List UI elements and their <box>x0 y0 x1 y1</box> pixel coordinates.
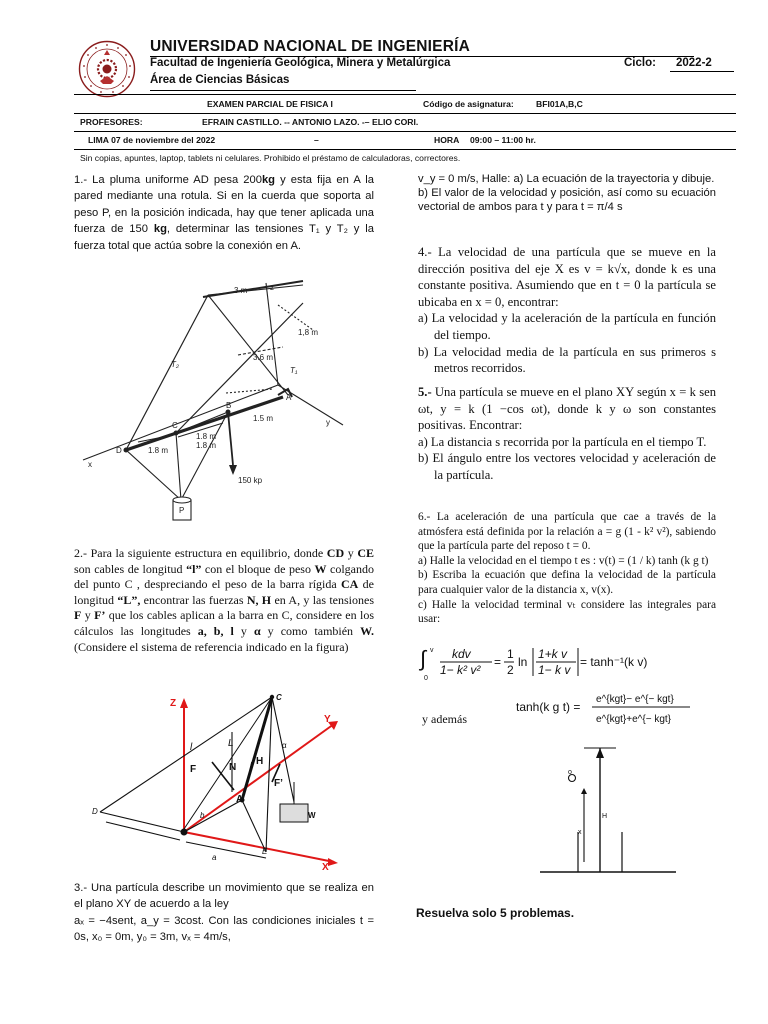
force-f: F <box>190 764 197 775</box>
integral-lower: 0 <box>424 675 428 682</box>
point-e: E <box>262 847 268 856</box>
row-rule <box>74 149 736 150</box>
problem-4-part-a: a) La velocidad y la aceleración de la partícula en función del tiempo. <box>418 311 716 342</box>
problem-6-part-c: c) Halle la velocidad terminal vₜ considere las integrales para usar: <box>418 598 716 626</box>
exam-rules: Sin copias, apuntes, laptop, tablets ni celulares. Prohibido el préstamo de calculadoras, correctores. <box>80 153 461 163</box>
fig-x: x <box>578 829 582 836</box>
fig-o: o <box>568 769 572 776</box>
integral-upper: v <box>430 647 434 654</box>
problem-6-intro: 6.- La aceleración de una partícula que cae a través de la atmósfera está definida por la relación a = g (1 - k² v²), sabiendo que la partícula parte del reposo t = 0. <box>418 511 716 553</box>
problem-5-parts <box>418 434 716 484</box>
label-t2: T₂ <box>171 360 179 369</box>
dim-1.8m-c2: 1.8 m <box>196 441 217 450</box>
axis-x-red: X <box>322 862 329 872</box>
row-rule <box>74 113 736 114</box>
exam-date: LIMA 07 de noviembre del 2022 <box>88 135 216 145</box>
axis-z-red: Z <box>170 698 177 709</box>
problem-2-text: 2.- Para la siguiente estructura en equilibrio, donde CD y CE son cables de longitud “l” con el bloque de peso W colgando del punto C , despreciando el peso de la barra rígida CA de longitud “L”, encontrar las fuerzas N, H en A, y las tensiones F y F’ que los cables aplican a la barra en C, considere en los cálculos las longitudes a, b, l y α y como también W. (Considere el sistema de referencia indicado en la figura) <box>74 546 375 654</box>
integral-sign: ∫ <box>420 646 427 671</box>
dim-3m: 3 m <box>234 286 248 295</box>
problem-3-part-b: b) El valor de la velocidad y posición, así como su ecuación vectorial de ambos para t y para t = π/4 s <box>418 187 716 213</box>
angle-alpha: α <box>282 741 287 750</box>
force-h: H <box>256 756 264 767</box>
half-num: 1 <box>507 647 514 661</box>
problem-6-figure <box>540 742 680 882</box>
fraction-1-den: 1− k² v² <box>440 663 481 677</box>
fraction-1-num: kdv <box>452 647 471 661</box>
axis-x: x <box>88 460 92 469</box>
force-150kp: 150 kp <box>238 476 263 485</box>
dim-1.5m: 1.5 m <box>253 414 274 423</box>
problem-5-part-b: b) El ángulo entre los vectores velocidad y aceleración de la partícula. <box>418 451 716 482</box>
faculty-name: Facultad de Ingeniería Geológica, Minera y Metalúrgica <box>150 57 451 69</box>
half-den: 2 <box>507 663 514 677</box>
fig-h: H <box>602 813 608 820</box>
length-L: L <box>228 738 234 749</box>
problem-1-text: 1.- La pluma uniforme AD pesa 200kg y esta fija en A la pared mediante una rotula. Si en la cuerda que soporta al peso P, en la posición indicada, hay que tener aplicada una fuerza de 150 kg, determinar las tensiones T₁ y T₂ y la fuerza total que actúa sobre la conexión en A. <box>74 174 374 252</box>
fraction-2-den: 1− k v <box>538 663 571 677</box>
course-code-label: Código de asignatura: <box>423 99 514 109</box>
label-t1: T₁ <box>290 366 298 375</box>
area-rule <box>150 90 416 91</box>
point-c: C <box>276 693 282 702</box>
problem-4-intro: 4.- La velocidad de una partícula que se mueve en la dirección positiva del eje X es v = k√x, donde k es una constante positiva. Asumiendo que en t = 0 la partícula se ubicaba en x = 0, encontrar: <box>418 245 716 309</box>
problem-3-continued <box>418 172 716 214</box>
length-l: l <box>190 742 193 753</box>
point-c: C <box>172 421 178 430</box>
problem-3-text <box>74 880 374 946</box>
axis-y: y <box>326 418 330 427</box>
date-dash: – <box>314 135 319 145</box>
force-n: N <box>229 762 237 773</box>
problem-3-part-a: v_y = 0 m/s, Halle: a) La ecuación de la trayectoria y dibuje. <box>418 173 715 185</box>
problem-2-figure <box>82 692 372 872</box>
ciclo-value: 2022-2 <box>676 57 712 69</box>
problem-3-intro: 3.- Una partícula describe un movimiento que se realiza en el plano XY de acuerdo a la ley <box>74 882 374 911</box>
professors-names: EFRAIN CASTILLO. -- ANTONIO LAZO. -– ELIO CORI. <box>202 117 419 127</box>
length-a: a <box>212 853 217 862</box>
dim-3.6m: 3.6 m <box>253 353 274 362</box>
fraction-3-den: e^{kgt}+e^{− kgt} <box>596 714 672 725</box>
force-fp: F’ <box>274 778 283 789</box>
ciclo-label: Ciclo: <box>624 57 656 69</box>
exam-title: EXAMEN PARCIAL DE FISICA I <box>207 99 333 109</box>
problem-5 <box>418 384 716 484</box>
university-name: UNIVERSIDAD NACIONAL DE INGENIERÍA <box>150 38 470 55</box>
point-d: D <box>116 446 122 455</box>
problem-6-part-a: a) Halle la velocidad en el tiempo t es : v(t) = (1 / k) tanh (k g t) <box>418 554 709 567</box>
dim-1.8m-c1: 1.8 m <box>196 432 217 441</box>
area-name: Área de Ciencias Básicas <box>150 74 290 86</box>
hora-label: HORA <box>434 135 460 145</box>
problem-1-figure <box>78 275 378 530</box>
course-code: BFI01A,B,C <box>536 99 583 109</box>
ln: ln <box>518 655 528 669</box>
problem-3-conditions: aₓ = −4sent, a_y = 3cost. Con las condiciones iniciales t = 0s, x₀ = 0m, y₀ = 3m, vₓ = 4m/s, <box>74 914 374 944</box>
point-a: A <box>286 393 292 402</box>
axis-z: z <box>270 283 274 292</box>
problem-5-intro: 5.- Una partícula se mueve en el plano XY según x = k sen ωt, y = k (1 −cos ωt), donde k y ω son constantes positivas. Encontrar: <box>418 385 716 433</box>
row-rule <box>74 131 736 132</box>
equals-1: = <box>494 655 502 669</box>
ademas-text: y además <box>422 712 467 726</box>
point-b: B <box>226 401 232 410</box>
dim-1.8m-top: 1,8 m <box>298 328 319 337</box>
problem-6-part-b: b) Escriba la ecuación que defina la velocidad de la partícula para cualquier valor de la distancia x, v(x). <box>418 569 716 596</box>
professors-label: PROFESORES: <box>80 117 143 127</box>
weight-p: P <box>179 506 185 515</box>
length-b: b <box>200 811 205 820</box>
problem-5-part-a: a) La distancia s recorrida por la partícula en el tiempo T. <box>418 434 707 449</box>
hora-value: 09:00 – 11:00 hr. <box>470 135 536 145</box>
problem-4-part-b: b) La velocidad media de la partícula en sus primeros s metros recorridos. <box>418 344 716 376</box>
problem-4-parts <box>418 310 716 376</box>
university-seal-logo <box>78 40 136 98</box>
ciclo-rule <box>670 71 734 72</box>
problem-6 <box>418 510 716 627</box>
tanh-inverse: = tanh⁻¹(k v) <box>580 655 648 669</box>
weight-w: W <box>308 811 316 820</box>
fraction-2-num: 1+k v <box>538 647 568 661</box>
tanh-lhs: tanh(k g t) = <box>516 700 581 714</box>
problem-4 <box>418 244 716 377</box>
axis-y-red: Y <box>324 714 331 725</box>
dim-1.8m-d: 1.8 m <box>148 446 169 455</box>
fraction-3-num: e^{kgt}− e^{− kgt} <box>596 694 674 705</box>
point-a: A <box>236 794 244 805</box>
point-d: D <box>92 807 98 816</box>
footer-note: Resuelva solo 5 problemas. <box>416 906 575 920</box>
